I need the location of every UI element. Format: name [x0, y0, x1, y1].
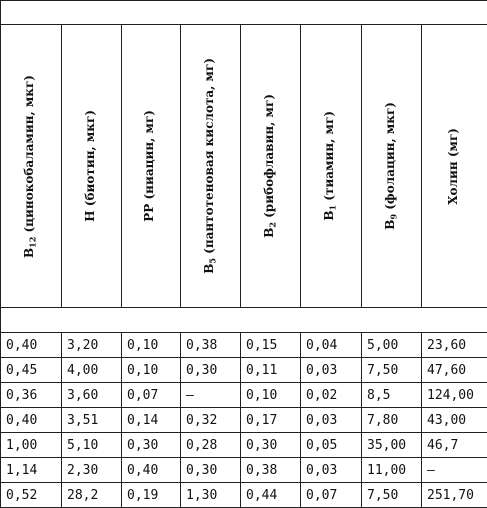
table-cell: 0,17 — [241, 408, 301, 433]
spacer-cell — [1, 308, 487, 333]
table-cell: 0,30 — [181, 358, 241, 383]
top-blank-cell — [1, 1, 487, 25]
table-cell: 0,38 — [241, 458, 301, 483]
table-cell: 1,14 — [1, 458, 62, 483]
table-cell: 0,40 — [1, 408, 62, 433]
header-label: $B_5$ (пантотеновая кислота, мг) — [202, 58, 219, 274]
table-cell: 0,11 — [241, 358, 301, 383]
table-cell: 0,38 — [181, 333, 241, 358]
table-cell: 3,20 — [62, 333, 122, 358]
header-label: $B_2$ (рибофлавин, мг) — [262, 94, 279, 238]
table-cell: 7,50 — [362, 358, 422, 383]
table-cell: 0,05 — [301, 433, 362, 458]
table-cell: 46,7 — [422, 433, 487, 458]
table-cell: 3,60 — [62, 383, 122, 408]
table-cell: 0,40 — [1, 333, 62, 358]
table-cell: 0,10 — [241, 383, 301, 408]
header-niacin — [122, 25, 181, 308]
table-cell: 0,15 — [241, 333, 301, 358]
table-cell: 23,60 — [422, 333, 487, 358]
table-cell: 5,10 — [62, 433, 122, 458]
header-label: $B_9$ (фолацин, мкг) — [383, 102, 400, 230]
header-row — [1, 25, 487, 308]
table-cell: 0,28 — [181, 433, 241, 458]
table-cell: 0,03 — [301, 408, 362, 433]
table-cell: — — [422, 458, 487, 483]
table-cell: 8,5 — [362, 383, 422, 408]
table-cell: 35,00 — [362, 433, 422, 458]
table-row — [1, 458, 487, 483]
spacer-row — [1, 308, 487, 333]
table-cell: 47,60 — [422, 358, 487, 383]
table-cell: 0,02 — [301, 383, 362, 408]
header-b5 — [181, 25, 241, 308]
header-label: РР (ниацин, мг) — [142, 110, 159, 222]
table-cell: 124,00 — [422, 383, 487, 408]
table-cell: 251,70 — [422, 483, 487, 508]
table-cell: 7,80 — [362, 408, 422, 433]
header-label: Холин (мг) — [446, 128, 463, 205]
table-row — [1, 433, 487, 458]
header-label: Н (биотин, мкг) — [83, 110, 100, 222]
table-row — [1, 333, 487, 358]
table-cell: 0,40 — [122, 458, 181, 483]
table-cell: 0,44 — [241, 483, 301, 508]
header-b2 — [241, 25, 301, 308]
table-cell: 4,00 — [62, 358, 122, 383]
table-cell: 5,00 — [362, 333, 422, 358]
table-cell: 2,30 — [62, 458, 122, 483]
table-cell: 0,32 — [181, 408, 241, 433]
table-cell: 43,00 — [422, 408, 487, 433]
header-b1 — [301, 25, 362, 308]
table-cell: 0,19 — [122, 483, 181, 508]
table-cell: 0,10 — [122, 358, 181, 383]
table-cell: 0,10 — [122, 333, 181, 358]
table-cell: 0,30 — [241, 433, 301, 458]
table-cell: 0,30 — [181, 458, 241, 483]
table-cell: 7,50 — [362, 483, 422, 508]
table-cell: 0,30 — [122, 433, 181, 458]
header-biotin — [62, 25, 122, 308]
table-cell: 0,52 — [1, 483, 62, 508]
table-cell: 0,07 — [301, 483, 362, 508]
header-b9 — [362, 25, 422, 308]
table-top-row — [1, 1, 487, 25]
header-choline — [422, 25, 487, 308]
table-cell: 0,04 — [301, 333, 362, 358]
table-cell: 0,07 — [122, 383, 181, 408]
table-cell: 0,03 — [301, 358, 362, 383]
table-row — [1, 383, 487, 408]
header-label: $B_{12}$ (цинокобаламин, мкг) — [22, 75, 39, 258]
table-row — [1, 358, 487, 383]
table-cell: 1,30 — [181, 483, 241, 508]
table-cell: 0,14 — [122, 408, 181, 433]
table-cell: 0,36 — [1, 383, 62, 408]
table-row — [1, 408, 487, 433]
header-label: $B_1$ (тиамин, мг) — [322, 111, 339, 221]
table-cell: — — [181, 383, 241, 408]
table-cell: 0,45 — [1, 358, 62, 383]
table-cell: 28,2 — [62, 483, 122, 508]
table-cell: 0,03 — [301, 458, 362, 483]
table-cell: 11,00 — [362, 458, 422, 483]
table-cell: 1,00 — [1, 433, 62, 458]
table-cell: 3,51 — [62, 408, 122, 433]
header-b12 — [1, 25, 62, 308]
